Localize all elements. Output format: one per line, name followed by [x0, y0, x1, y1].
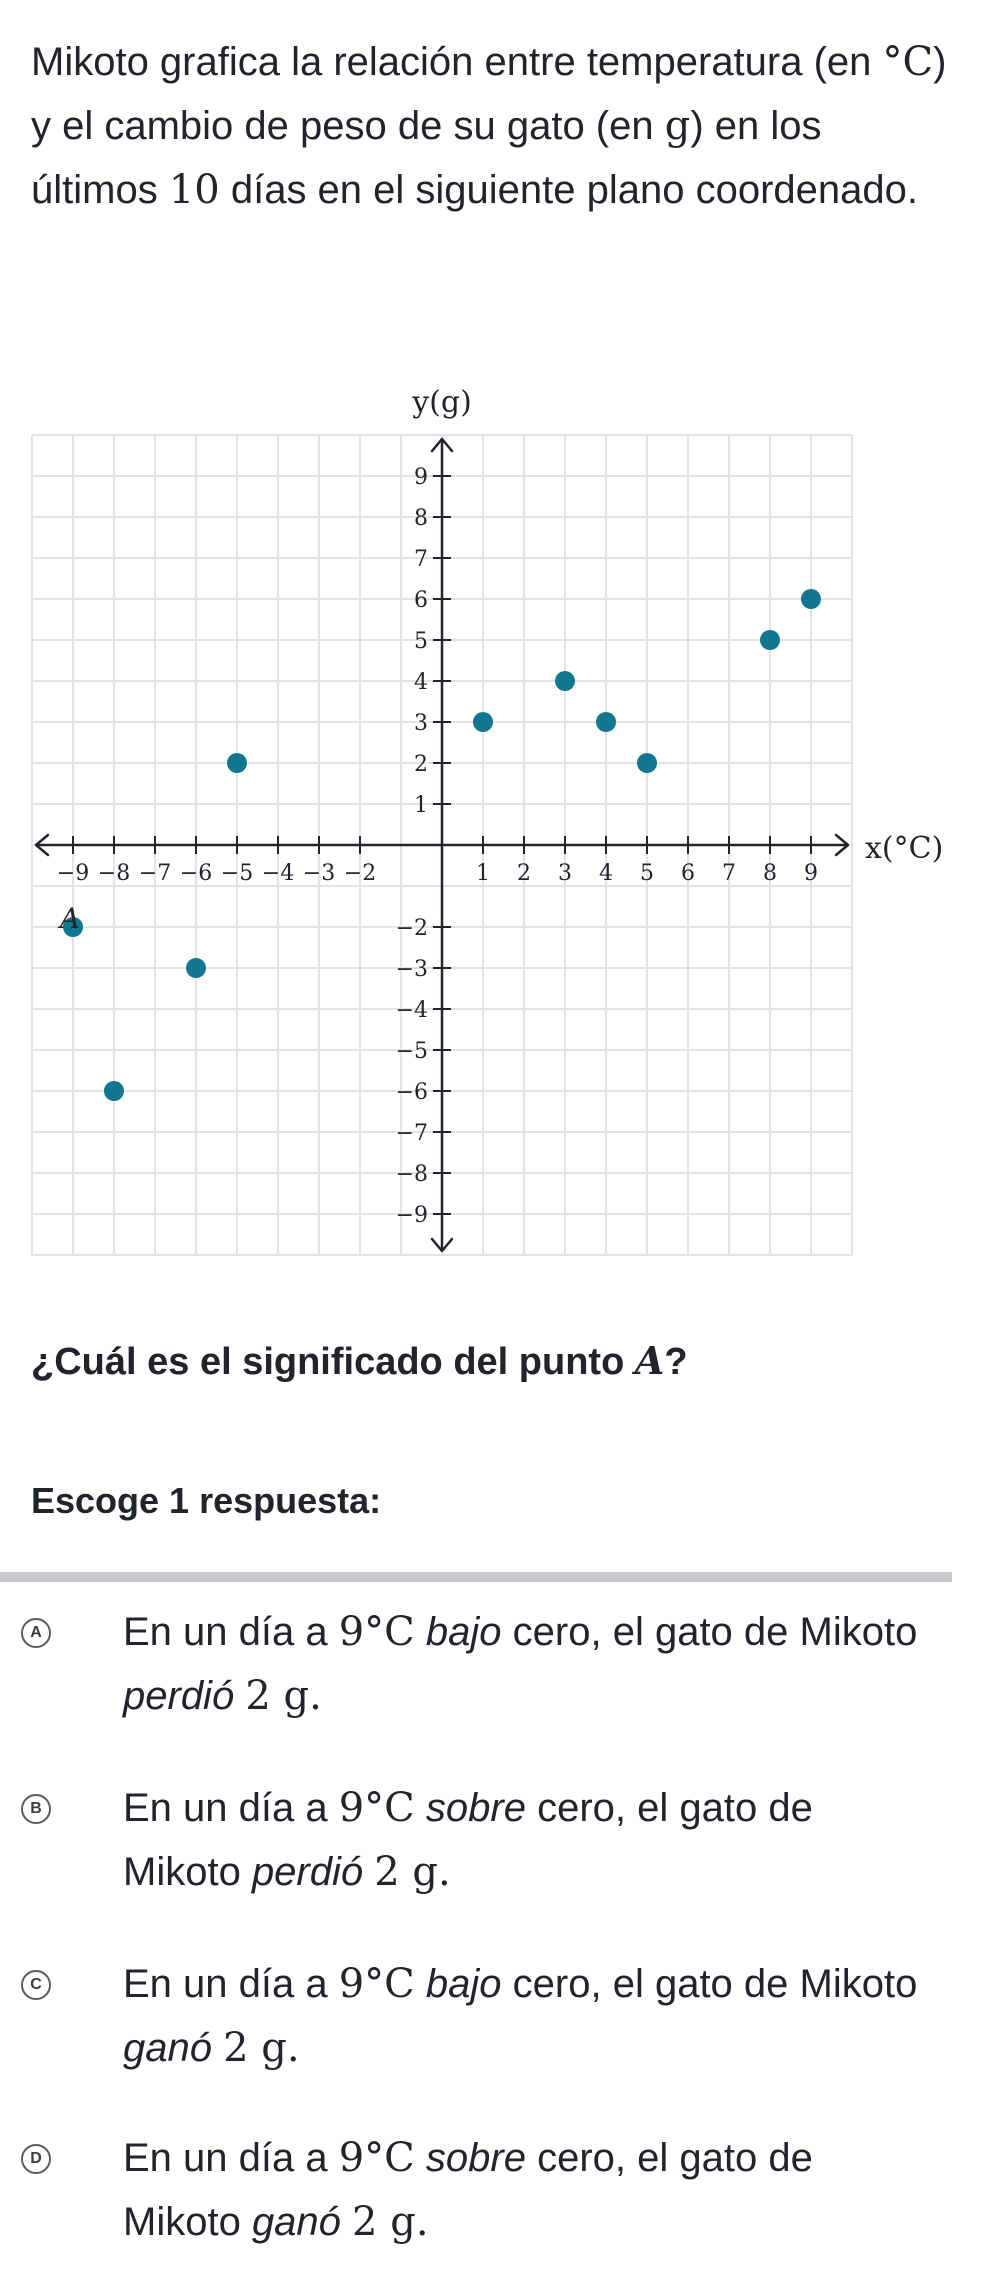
- y-tick-label: 4: [414, 670, 428, 695]
- data-point: [637, 753, 657, 773]
- option-c[interactable]: [0, 1961, 952, 2104]
- data-point: [473, 712, 493, 732]
- y-tick-label: 6: [414, 588, 428, 613]
- option-d[interactable]: [0, 2135, 952, 2278]
- y-tick-label: 7: [414, 547, 428, 572]
- y-tick-label: 2: [414, 752, 428, 777]
- option-b[interactable]: [0, 1785, 952, 1928]
- x-tick-label: 2: [517, 861, 531, 886]
- x-tick-label: 1: [476, 861, 490, 886]
- x-tick-label: 5: [640, 861, 654, 886]
- data-point: [801, 589, 821, 609]
- y-tick-label: −8: [395, 1162, 428, 1187]
- x-tick-label: −3: [302, 861, 336, 886]
- x-tick-label: −4: [261, 861, 295, 886]
- x-tick-label: −7: [138, 861, 172, 886]
- y-tick-label: −3: [395, 957, 428, 982]
- point-a-label: A: [59, 902, 81, 935]
- y-axis-label: y(g): [412, 385, 472, 420]
- x-axis-label: x(°C): [865, 831, 944, 866]
- x-tick-label: −6: [179, 861, 213, 886]
- data-point: [186, 958, 206, 978]
- data-point: [596, 712, 616, 732]
- x-tick-label: 4: [599, 861, 613, 886]
- unit-celsius: °C: [882, 39, 934, 85]
- divider: [0, 1572, 952, 1582]
- option-c-text: En un día a 9°C bajo cero, el gato de Mikoto ganó 2 g.: [123, 1961, 918, 2071]
- option-b-radio[interactable]: B: [21, 1794, 51, 1824]
- coordinate-plane: [0, 380, 983, 1280]
- y-tick-label: 3: [414, 711, 428, 736]
- option-d-text: En un día a 9°C sobre cero, el gato de Mikoto ganó 2 g.: [123, 2135, 813, 2245]
- y-tick-label: 1: [414, 793, 428, 818]
- y-tick-label: −5: [395, 1039, 428, 1064]
- option-d-radio[interactable]: D: [21, 2144, 51, 2174]
- y-tick-label: −9: [395, 1203, 428, 1228]
- data-point: [227, 753, 247, 773]
- data-point: [104, 1081, 124, 1101]
- axes: [36, 439, 848, 1251]
- unit-grams: g: [664, 103, 691, 149]
- question-prompt: ¿Cuál es el significado del punto A?: [31, 1338, 688, 1383]
- y-tick-label: 9: [414, 465, 428, 490]
- question-text: Mikoto grafica la relación entre temperatura (en °C) y el cambio de peso de su gato (en g) en los últimos 10 días en el siguiente plano coordenado.: [31, 39, 947, 213]
- days-count: 10: [168, 167, 220, 213]
- y-tick-label: −7: [395, 1121, 428, 1146]
- x-tick-label: 3: [558, 861, 572, 886]
- option-c-radio[interactable]: C: [21, 1970, 51, 2000]
- x-tick-label: −8: [97, 861, 131, 886]
- x-tick-label: −2: [343, 861, 377, 886]
- ticks: [57, 465, 818, 1228]
- option-a-radio[interactable]: A: [21, 1618, 51, 1648]
- x-tick-label: 9: [804, 861, 818, 886]
- y-tick-label: 5: [414, 629, 428, 654]
- x-tick-label: 8: [763, 861, 777, 886]
- y-tick-label: −2: [395, 916, 428, 941]
- x-tick-label: 7: [722, 861, 736, 886]
- point-variable: A: [634, 1338, 665, 1383]
- x-tick-label: 6: [681, 861, 695, 886]
- y-tick-label: −6: [395, 1080, 428, 1105]
- x-tick-label: −9: [56, 861, 90, 886]
- y-tick-label: 8: [414, 506, 428, 531]
- x-tick-label: −5: [220, 861, 254, 886]
- data-point: [760, 630, 780, 650]
- data-point: [555, 671, 575, 691]
- option-a-text: En un día a 9°C bajo cero, el gato de Mikoto perdió 2 g.: [123, 1609, 918, 1719]
- choose-label: Escoge 1 respuesta:: [31, 1480, 382, 1521]
- y-tick-label: −4: [395, 998, 428, 1023]
- option-a[interactable]: [0, 1609, 952, 1752]
- option-b-text: En un día a 9°C sobre cero, el gato de Mikoto perdió 2 g.: [123, 1785, 813, 1895]
